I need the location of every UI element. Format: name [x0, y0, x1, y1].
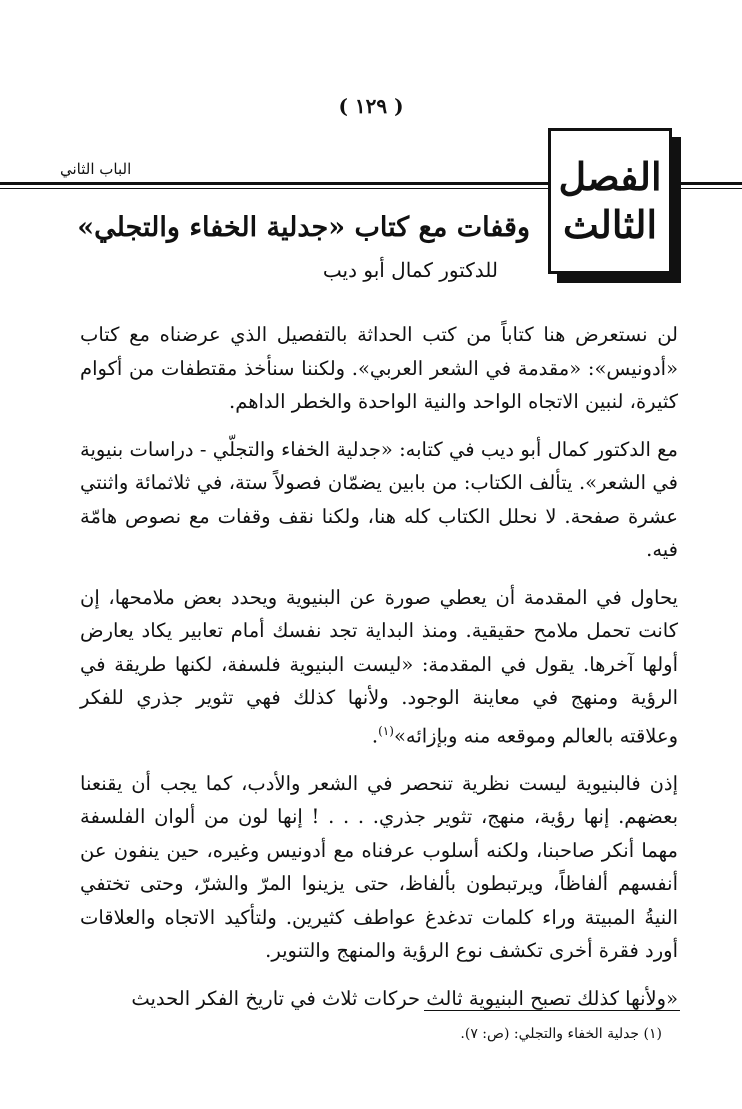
paragraph-3-tail: . — [371, 724, 379, 747]
footnote: (١) جدلية الخفاء والتجلي: (ص: ٧). — [460, 1026, 662, 1042]
chapter-line-2: الثالث — [562, 202, 658, 247]
footnote-rule — [424, 1010, 680, 1011]
footnote-marker: (١) — [378, 723, 394, 738]
paragraph-3-text: يحاول في المقدمة أن يعطي صورة عن البنيوية ويحدد بعض ملامحها، إن كانت تحمل ملامح حقيقية. ومنذ البداية تجد نفسك أمام تعابير يكاد يعارض أولها آخرها. يقول في المقدمة: «ليست البنيوية فلسفة، لكنها طريقة في الرؤية ومنهج في معاينة الوجود. ولأنها كذلك فهي تثوير جذري للفكر وعلاقته بالعالم وموقعه منه وبإزائه» — [80, 585, 678, 747]
paragraph-3 — [80, 581, 678, 753]
author-line: للدكتور كمال أبو ديب — [322, 258, 498, 282]
paragraph-4: إذن فالبنيوية ليست نظرية تنحصر في الشعر والأدب، كما يجب أن يقنعنا بعضهم. إنها رؤية، منهج، تثوير جذري. . . . ! إنها لون من ألوان الفلسفة مهما أنكر صاحبنا، ولكنه أسلوب عرفناه مع أدونيس وغيره، حين ينفون عن أنفسهم ألفاظاً، ويرتبطون بألفاظ، حتى يزينوا المرّ والشرّ، وحتى تختفي النيةُ المبيتة وراء كلمات تدغدغ عواطف كثيرين. ولتأكيد الاتجاه والعلاقات أورد فقرة أخرى تكشف نوع الرؤية والمنهج والتنوير. — [80, 771, 678, 962]
article-title: وقفات مع كتاب «جدلية الخفاء والتجلي» — [77, 212, 530, 243]
paragraph-5: «ولأنها كذلك تصبح البنيوية ثالث حركات ثلاث في تاريخ الفكر الحديث — [131, 986, 678, 1010]
paragraph-1: لن نستعرض هنا كتاباً من كتب الحداثة بالتفصيل الذي عرضناه مع كتاب «أدونيس»: «مقدمة في الشعر العربي». ولكننا سنأخذ مقتطفات من أكوام كثيرة، لنبين الاتجاه الواحد والنية الواحدة والخطر الداهم. — [80, 323, 678, 413]
body-text — [80, 318, 678, 1029]
page-number: ( ١٢٩ ) — [338, 94, 404, 118]
chapter-box — [548, 128, 672, 274]
paragraph-2: مع الدكتور كمال أبو ديب في كتابه: «جدلية الخفاء والتجلّي - دراسات بنيوية في الشعر». يتألف الكتاب: من بابين يضمّان فصولاً ستة، في ثلاثمائة واثنتي عشرة صفحة. لا نحلل الكتاب كله هنا، ولكنا نقف وقفات مع نصوص هامّة فيه. — [80, 437, 678, 561]
section-label: الباب الثاني — [60, 160, 132, 178]
chapter-line-1: الفصل — [558, 154, 662, 199]
